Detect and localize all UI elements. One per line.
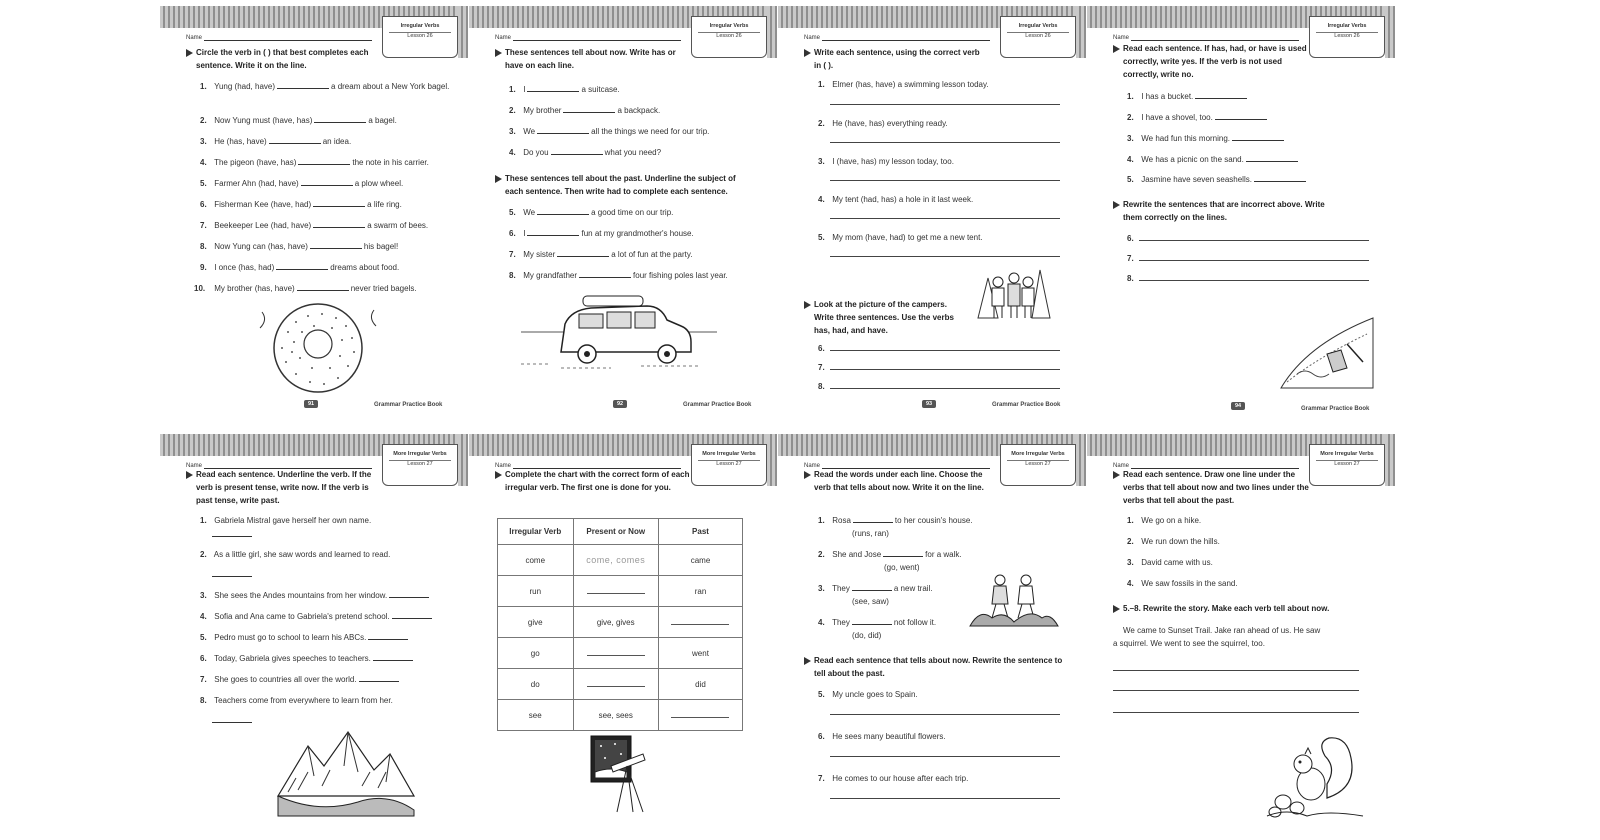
exercise-item: 2. As a little girl, she saw words and learned to read. [200,550,391,559]
chart-past-cell: came [658,545,742,576]
write-line[interactable] [830,256,1060,257]
write-line[interactable] [830,180,1060,181]
exercise-item: 10. My brother (has, have) never tried bagels. [194,284,417,293]
instruction: These sentences tell about now. Write has or have on each line. [495,46,695,72]
verb-chart [497,518,743,731]
write-line[interactable] [830,756,1060,757]
lesson-number: Lesson 27 [698,460,760,468]
lesson-number: Lesson 27 [1316,460,1378,468]
answer-blank[interactable] [313,219,365,228]
chart-present-cell: give, gives [573,607,658,638]
worksheet-page-92 [469,6,777,408]
answer-blank[interactable] [373,652,413,661]
chart-verb-cell: come [498,545,574,576]
exercise-item: 7. My sister a lot of fun at the party. [509,250,693,259]
name-label: Name [804,35,821,41]
arrow-icon [1113,45,1120,53]
chart-present-blank[interactable] [573,669,658,700]
write-line[interactable] [830,714,1060,715]
arrow-icon [804,49,811,57]
lesson-tab [382,16,458,58]
answer-blank[interactable] [212,528,252,537]
chart-past-cell: did [658,669,742,700]
write-line[interactable] [830,388,1060,389]
exercise-item: 1. I a suitcase. [509,85,620,94]
exercise-item: 7. He comes to our house after each trip. [818,774,969,783]
exercise-item: 6. Fisherman Kee (have, had) a life ring. [200,200,402,209]
answer-blank[interactable] [537,125,589,134]
chart-verb-cell: see [498,700,574,731]
answer-blank[interactable] [853,514,893,523]
arrow-icon [1113,201,1120,209]
answer-blank[interactable] [1232,132,1284,141]
chart-present-cell: see, sees [573,700,658,731]
exercise-item: 8. [1127,274,1134,283]
header-stripe-end [458,6,468,58]
arrow-icon [495,49,502,57]
name-row [495,35,681,41]
exercise-item: 5. Jasmine have seven seashells. [1127,173,1377,186]
worksheet-page-93 [778,6,1086,408]
exercise-item: 5. Pedro must go to school to learn his ABCs. [200,631,450,644]
page-number: 93 [922,400,936,408]
name-label: Name [804,463,821,469]
lesson-number: Lesson 27 [1007,460,1069,468]
answer-blank[interactable] [276,261,328,270]
exercise-item: 1. We go on a hike. [1127,516,1202,525]
chart-verb-cell: give [498,607,574,638]
answer-blank[interactable] [301,177,353,186]
lesson-topic: Irregular Verbs [709,23,749,29]
arrow-icon [804,471,811,479]
instruction: Read each sentence. Draw one line under the verbs that tell about now and two lines under the verbs that tell about the past. [1113,468,1309,507]
exercise-item: 6. He sees many beautiful flowers. [818,732,946,741]
instruction: Look at the picture of the campers. Write three sentences. Use the verbs has, had, and have. [804,298,968,337]
exercise-item: 1. Rosa to her cousin's house. (runs, ran) [818,516,973,538]
answer-blank[interactable] [852,616,892,625]
exercise-item: 3. We all the things we need for our trip. [509,127,710,136]
header-stripe-end [767,6,777,58]
name-line[interactable] [822,35,990,41]
exercise-item: 4. The pigeon (have, has) the note in his carrier. [200,158,429,167]
answer-blank[interactable] [269,135,321,144]
chart-past-cell: went [658,638,742,669]
exercise-item: 2. I have a shovel, too. [1127,111,1377,124]
answer-blank[interactable] [359,673,399,682]
chart-past-cell: ran [658,576,742,607]
arrow-icon [1113,605,1120,613]
name-label: Name [495,463,512,469]
exercise-item: 5. We a good time on our trip. [509,208,674,217]
write-line[interactable] [1113,690,1359,691]
exercise-item: 4. Do you what you need? [509,148,662,157]
exercise-item: 8. Now Yung can (has, have) his bagel! [200,242,399,251]
chart-verb-cell: do [498,669,574,700]
lesson-topic: Irregular Verbs [400,23,440,29]
chart-row [498,607,743,638]
worksheet-page-more-irregular-3 [778,434,1086,836]
exercise-item: 4. My tent (had, has) a hole in it last week. [818,195,974,204]
page-number: 92 [613,400,627,408]
instruction: Read each sentence. Underline the verb. If the verb is present tense, write now. If the verb is past tense, write past. [186,468,382,507]
chart-header-row [498,519,743,545]
write-line[interactable] [830,798,1060,799]
answer-blank[interactable] [1215,111,1267,120]
exercise-item: 6. I fun at my grandmother's house. [509,229,694,238]
exercise-item: 9. I once (has, had) dreams about food. [200,263,400,272]
exercise-item: 6. [818,344,825,353]
exercise-item: 3. He (has, have) an idea. [200,137,352,146]
answer-blank[interactable] [297,282,349,291]
chart-row [498,576,743,607]
chart-present-blank[interactable] [573,576,658,607]
answer-blank[interactable] [1246,153,1298,162]
exercise-item: 4. They not follow it. (do, did) [818,618,937,640]
lesson-topic: More Irregular Verbs [702,451,756,457]
answer-blank[interactable] [557,248,609,257]
arrow-icon [495,471,502,479]
exercise-item: 3. They a new trail. (see, saw) [818,584,933,606]
mountains-illustration [278,726,414,816]
lesson-tab [691,16,767,58]
name-row [186,35,372,41]
header-stripe-end [1076,6,1086,58]
exercise-item: 6. [1127,234,1134,243]
chart-past-blank[interactable] [658,607,742,638]
header-stripe-end [1385,434,1395,486]
answer-blank[interactable] [368,631,408,640]
campers-illustration [974,258,1054,322]
chart-row [498,545,743,576]
exercise-item: 1. I has a bucket. [1127,90,1377,103]
write-line[interactable] [830,218,1060,219]
instruction: 5.–8. Rewrite the story. Make each verb tell about now. [1113,602,1373,615]
arrow-icon [804,657,811,665]
chart-header-cell: Present or Now [573,519,658,545]
lesson-tab [382,444,458,486]
arrow-icon [804,301,811,309]
header-stripe-end [1385,6,1395,58]
lesson-tab [1309,16,1385,58]
write-line[interactable] [830,350,1060,351]
lesson-tab [1000,444,1076,486]
squirrel-illustration [1267,728,1363,818]
lesson-topic: More Irregular Verbs [393,451,447,457]
story-text: We came to Sunset Trail. Jake ran ahead of us. He saw a squirrel. We went to see the squirrel, too. [1113,626,1321,648]
exercise-item: 7. [1127,254,1134,263]
answer-blank[interactable] [1254,173,1306,182]
exercise-item: 2. Now Yung must (have, has) a bagel. [200,116,397,125]
book-title: Grammar Practice Book [374,402,443,408]
name-label: Name [1113,35,1130,41]
name-label: Name [495,35,512,41]
header-stripe-end [767,434,777,486]
worksheet-page-more-irregular-1 [160,434,468,836]
worksheet-page-more-irregular-4 [1087,434,1395,836]
arrow-icon [1113,471,1120,479]
worksheet-page-91 [160,6,468,408]
header-stripe-end [458,434,468,486]
book-title: Grammar Practice Book [1301,406,1370,412]
bagel-illustration [252,302,384,394]
chart-present-example: come, comes [573,545,658,576]
lesson-tab [691,444,767,486]
chart-row [498,669,743,700]
answer-blank[interactable] [392,610,432,619]
exercise-item: 7. [818,363,825,372]
header-stripe-end [1076,434,1086,486]
name-row [1113,35,1299,41]
exercise-item: 1. Elmer (has, have) a swimming lesson today. [818,80,989,89]
instruction: Rewrite the sentences that are incorrect above. Write them correctly on the lines. [1113,198,1333,224]
chart-verb-cell: run [498,576,574,607]
answer-blank[interactable] [310,240,362,249]
answer-blank[interactable] [314,114,366,123]
arrow-icon [186,471,193,479]
chart-row [498,700,743,731]
write-line[interactable] [1139,280,1369,281]
lesson-number: Lesson 26 [698,32,760,40]
write-line[interactable] [1113,670,1359,671]
exercise-item: 5. My mom (have, had) to get me a new tent. [818,233,983,242]
lesson-topic: Irregular Verbs [1018,23,1058,29]
exercise-item: 3. I (have, has) my lesson today, too. [818,157,954,166]
chart-verb-cell: go [498,638,574,669]
exercise-item: 4. Sofia and Ana came to Gabriela's pretend school. [200,610,450,623]
exercise-item: 3. We had fun this morning. [1127,132,1377,145]
exercise-item: 7. She goes to countries all over the world. [200,673,450,686]
chart-present-blank[interactable] [573,638,658,669]
lesson-topic: More Irregular Verbs [1320,451,1374,457]
exercise-item: 2. We run down the hills. [1127,537,1220,546]
exercise-item: 7. Beekeeper Lee (had, have) a swarm of bees. [200,221,429,230]
exercise-item: 6. Today, Gabriela gives speeches to teachers. [200,652,450,665]
exercise-item: 2. She and Jose for a walk. (go, went) [818,550,962,572]
exercise-item: 4. We saw fossils in the sand. [1127,579,1238,588]
exercise-item: 4. We has a picnic on the sand. [1127,153,1377,166]
exercise-item: 1. Yung (had, have) a dream about a New York bagel. [200,82,450,91]
exercise-item: 2. He (have, has) everything ready. [818,119,948,128]
instruction: Read each sentence that tells about now. Rewrite the sentence to tell about the past. [804,654,1064,680]
name-label: Name [1113,463,1130,469]
exercise-item: 5. Farmer Ahn (had, have) a plow wheel. [200,179,404,188]
lesson-number: Lesson 26 [389,32,451,40]
instruction: Circle the verb in ( ) that best completes each sentence. Write it on the line. [186,46,386,72]
write-line[interactable] [1139,260,1369,261]
answer-blank[interactable] [298,156,350,165]
instruction: Read the words under each line. Choose the verb that tells about now. Write it on the line. [804,468,1000,494]
exercise-item: 3. She sees the Andes mountains from her window. [200,589,450,602]
answer-blank[interactable] [527,227,579,236]
answer-blank[interactable] [563,104,615,113]
exercise-item: 2. My brother a backpack. [509,106,661,115]
book-title: Grammar Practice Book [683,402,752,408]
chart-past-blank[interactable] [658,700,742,731]
telescope-window-illustration [587,732,651,814]
chart-header-cell: Past [658,519,742,545]
lesson-number: Lesson 27 [389,460,451,468]
arrow-icon [495,175,502,183]
write-line[interactable] [1139,240,1369,241]
worksheet-page-94 [1087,6,1395,412]
name-label: Name [186,35,203,41]
lesson-topic: More Irregular Verbs [1011,451,1065,457]
exercise-item: 5. My uncle goes to Spain. [818,690,918,699]
instruction: Read each sentence. If has, had, or have is used correctly, write yes. If the verb is not used correctly, write no. [1113,42,1309,81]
exercise-item: 8. My grandfather four fishing poles last year. [509,271,728,280]
lesson-number: Lesson 26 [1316,32,1378,40]
answer-blank[interactable] [527,83,579,92]
instruction: Write each sentence, using the correct verb in ( ). [804,46,984,72]
answer-blank[interactable] [537,206,589,215]
lesson-number: Lesson 26 [1007,32,1069,40]
instruction: These sentences tell about the past. Underline the subject of each sentence. Then write had to complete each sentence. [495,172,755,198]
write-line[interactable] [830,369,1060,370]
answer-blank[interactable] [389,589,429,598]
answer-blank[interactable] [1195,90,1247,99]
instruction: Complete the chart with the correct form of each irregular verb. The first one is done for you. [495,468,691,494]
hikers-illustration [970,572,1058,628]
write-line[interactable] [830,142,1060,143]
worksheet-page-more-irregular-2 [469,434,777,836]
write-line[interactable] [830,104,1060,105]
answer-blank[interactable] [277,80,329,89]
car-illustration [521,290,717,370]
arrow-icon [186,49,193,57]
chart-row [498,638,743,669]
exercise-item: 1. Gabriela Mistral gave herself her own name. [200,516,372,525]
answer-blank[interactable] [212,714,252,723]
answer-blank[interactable] [313,198,365,207]
answer-blank[interactable] [551,146,603,155]
exercise-item: 8. Teachers come from everywhere to learn from her. [200,696,393,705]
exercise-item: 8. [818,382,825,391]
answer-blank[interactable] [579,269,631,278]
exercise-item: 3. David came with us. [1127,558,1213,567]
answer-blank[interactable] [883,548,923,557]
beach-bucket-illustration [1277,314,1373,390]
lesson-tab [1000,16,1076,58]
book-title: Grammar Practice Book [992,402,1061,408]
page-number: 94 [1231,402,1245,410]
name-line[interactable] [204,35,372,41]
answer-blank[interactable] [852,582,892,591]
lesson-tab [1309,444,1385,486]
chart-header-cell: Irregular Verb [498,519,574,545]
lesson-topic: Irregular Verbs [1327,23,1367,29]
write-line[interactable] [1113,712,1359,713]
name-line[interactable] [513,35,681,41]
name-row [804,35,990,41]
name-label: Name [186,463,203,469]
answer-blank[interactable] [212,568,252,577]
page-number: 91 [304,400,318,408]
name-line[interactable] [1131,35,1299,41]
